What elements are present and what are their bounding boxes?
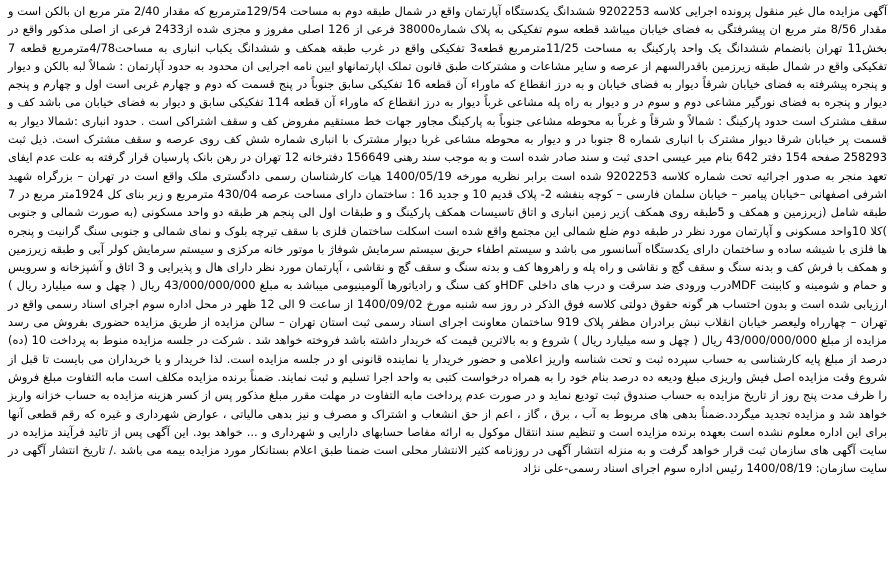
auction-notice-text: آگهی مزایده مال غیر منقول پرونده اجرایی کلاسه 9202253 ششدانگ یکدستگاه آپارتمان واقع در شمال طبقه دوم به مساحت 129/54مترمربع که مقدار 2/40 متر مربع ان بالکن است و مقدار 8/56 متر مربع ان پیشرفتگی به فضای خیابان میباشد قطعه سوم تفکیکی به پلاک شماره38000 فرعی از 126 اصلی مفروز و مجزی شده از2433 فرعی از اصلی مذکور واقع در بخش11 تهران بانضمام ششدانگ یک واحد پارکینگ به مساحت 11/25مترمربع قطعه3 تفکیکی واقع در غرب طبقه همکف و ششدانگ یکباب انباری به مساحت4/78مترمربع قطعه 7 تفکیکی واقع در شمال طبقه زیرزمین باقدرالسهم از عرصه و سایر مشاعات و مشترکات طبق قانون تملک اپارتمانهاو ایین نامه اجرایی ان محدود به حدود آپارتمان : شمالاً لبه بالکن و دیوار و پنجره پیشرفته به فضای خیابان شرقاً دیوار به فضای خیابان و به درز انقطاع که ماوراء آن قطعه 16 تفکیکی سابق جنوباً در پنج قسمت که دوم و چهارم غربی است اول و چهارم و پنجم دیوار و پنجره به فضای نورگیر مشاعی دوم و سوم در و دیوار به راه پله مشاعی غرباً دیوار به درز انقطاع که ماوراء آن قطعه 114 تفکیکی سابق و دیوار به فضای خیابان می باشد کف و سقف مشترک است حدود پارکینگ : شمالاً و شرقاً و غرباً به محوطه مشاعی جنوباً به پارکینگ مجاور جهات خط مستقیم مفروض کف و سقف اشتراکی است . حدود انباری :شمالا دیوار به قسمت پر خیابان شرقا دیوار مشترک با انباری شماره 8 جنوبا در و دیوار به محوطه مشاعی غربا دیوار مشترک با انباری شماره شش کف روی عرصه و سقف مشترک است. ذیل ثبت 258293 صفحه 154 دفتر 642 بنام میر عیسی احدی ثبت و سند صادر شده است و به موجب سند رهنی 156649 دفترخانه 12 تهران در رهن بانک پارسیان قرار گرفته به علت عدم ایفای تعهد منجر به صدور اجرائیه تحت شماره کلاسه 9202253 شده است برابر نظریه مورخه 1400/05/19 هیات کارشناسان رسمی دادگستری ملک واقع است در تهران – بزرگراه شهید اشرفی اصفهانی –خیابان پیامبر – خیابان سلمان فارسی – کوچه بنفشه 2- پلاک قدیم 10 و جدید 16 : ساختمان دارای مساحت عرصه 430/04 مترمربع و زیر بنای کل 1924متر مربع در 7 طبقه شامل (زیرزمین و همکف و 5طبقه روی همکف )زیر زمین انباری و اتاق تاسیسات همکف پارکینگ و و طبقات اول الی پنجم هر طبقه دو واحد مسکونی (به صورت شمالی و جنوبی )کلا 10واحد مسکونی و آپارتمان مورد نظر در طبقه دوم ضلع شمالی این مجتمع واقع شده است اسکلت ساختمان فلزی با سقف تیرچه بلوک و نمای شمالی و جنوبی سنگ گرانیت و پنجره ها فلزی با شیشه ساده و ساختمان دارای یکدستگاه آسانسور می باشد و سیستم اطفاء حریق سیستم سرمایش شوفاژ با موتور خانه مرکزی و سیستم سرمایش کولر آبی و طبقه زیرزمین و همکف با فرش کف و بدنه سنگ و سقف گچ و نقاشی و راه پله و راهروها کف و بدنه سنگ و سقف گچ و نقاشی ، آپارتمان مورد نظر دارای هال و پذیرایی و 3 اتاق و آشپزخانه و سرویس و حمام و شومینه و کابینت MDFدرب ورودی ضد سرقت و درب های داخلی HDFو کف سنگ و رادیاتورها آلومینیومی میباشد به مبلغ 43/000/000/000 ریال ( چهل و سه میلیارد ریال ) ارزیابی شده است و بدون احتساب هر گونه حقوق دولتی کلاسه فوق الذکر در روز سه شنبه مورخ 1400/09/02 از ساعت 9 الی 12 ظهر در محل اداره سوم اجرای اسناد رسمی واقع در تهران – چهارراه ولیعصر خیابان انقلاب نبش برادران مظفر پلاک 919 ساختمان معاونت اجرای اسناد رسمی ثبت استان تهران – سالن مزایده از طریق مزایده حضوری بفروش می رسد مزایده از مبلغ 43/000/000/000 ریال ( چهل و سه میلیارد ریال ) شروع و به بالاترین قیمت که خریدار داشته باشد فروخته خواهد شد . شرکت در جلسه مزایده منوط به پرداخت 10 (ده) درصد از مبلغ پایه کارشناسی به حساب سپرده ثبت و تحت شناسه واریز اعلامی و حضور خریدار یا نماینده قانونی او در جلسه مزایده است. لذا خریدار و یا خریداران می بایست تا قبل از شروع وقت مزایده اصل فیش واریزی مبلغ ودیعه ده درصد بنام خود را به همراه درخواست کتبی به واحد اجرا تسلیم و ثبت نمایند. ضمناً برنده مزایده مکلف است مابه التفاوت مبلغ فروش را ظرف مدت پنج روز از تاریخ مزایده به حساب صندوق ثبت تودیع نماید و در صورت عدم پرداخت مابه التفاوت در مهلت مقرر مبلغ مذکور پس از کسر هزینه مزایده به حساب خزانه واریز خواهد شد و مزایده تجدید میگردد.ضمناً بدهی های مربوط به آب ، برق ، گاز ، اعم از حق انشعاب و اشتراک و مصرف و نیز بدهی مالیاتی ، عوارض شهرداری و غیره که رقم قطعی آنها برای این اداره معلوم نشده است بعهده برنده مزایده است و تنظیم سند انتقال موکول به ارائه مفاصا حسابهای دارایی و شهرداری و ... خواهد بود. این آگهی پس از تائید فرآیند مزایده در سایت آگهی های سازمان ثبت قرار خواهد گرفت و به منزله انتشار آگهی در روزنامه کثیر الانتشار محلی است ضمنا طبق اعلام بستانکار مورد مزایده بیمه می باشد ./ تاریخ انتشار آگهی در سایت سازمان: 1400/08/19 رئیس اداره سوم اجرای اسناد رسمی-علی نژاد [8,4,888,476]
